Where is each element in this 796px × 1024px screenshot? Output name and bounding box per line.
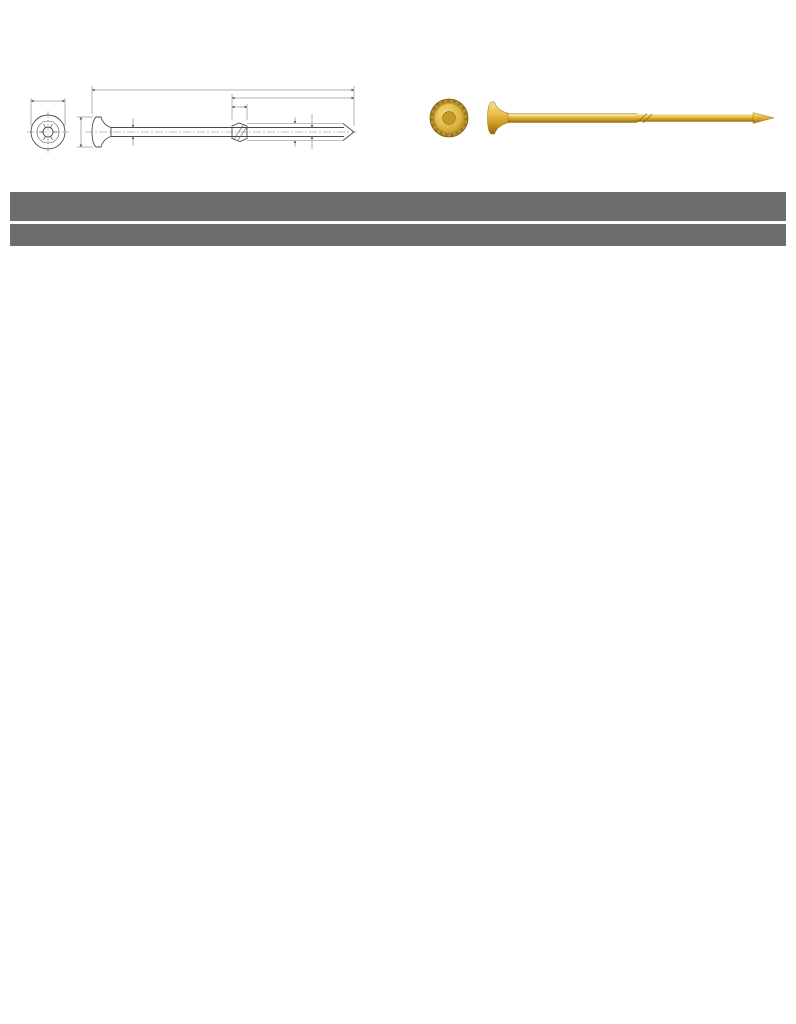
screw-side-view bbox=[85, 117, 357, 147]
screw-photo-side-view bbox=[488, 102, 775, 134]
photo-thread-core bbox=[636, 114, 754, 121]
dimension-lines bbox=[31, 86, 354, 149]
screw-photo-head-view bbox=[430, 99, 468, 137]
technical-drawing bbox=[15, 60, 360, 170]
photo-head-profile bbox=[488, 102, 510, 134]
photo-tip bbox=[753, 113, 774, 124]
screw-head-top-view bbox=[27, 111, 69, 153]
product-photo bbox=[405, 85, 790, 155]
page-title bbox=[10, 192, 786, 221]
size-table bbox=[10, 192, 786, 250]
table-subtitle bbox=[10, 224, 786, 246]
